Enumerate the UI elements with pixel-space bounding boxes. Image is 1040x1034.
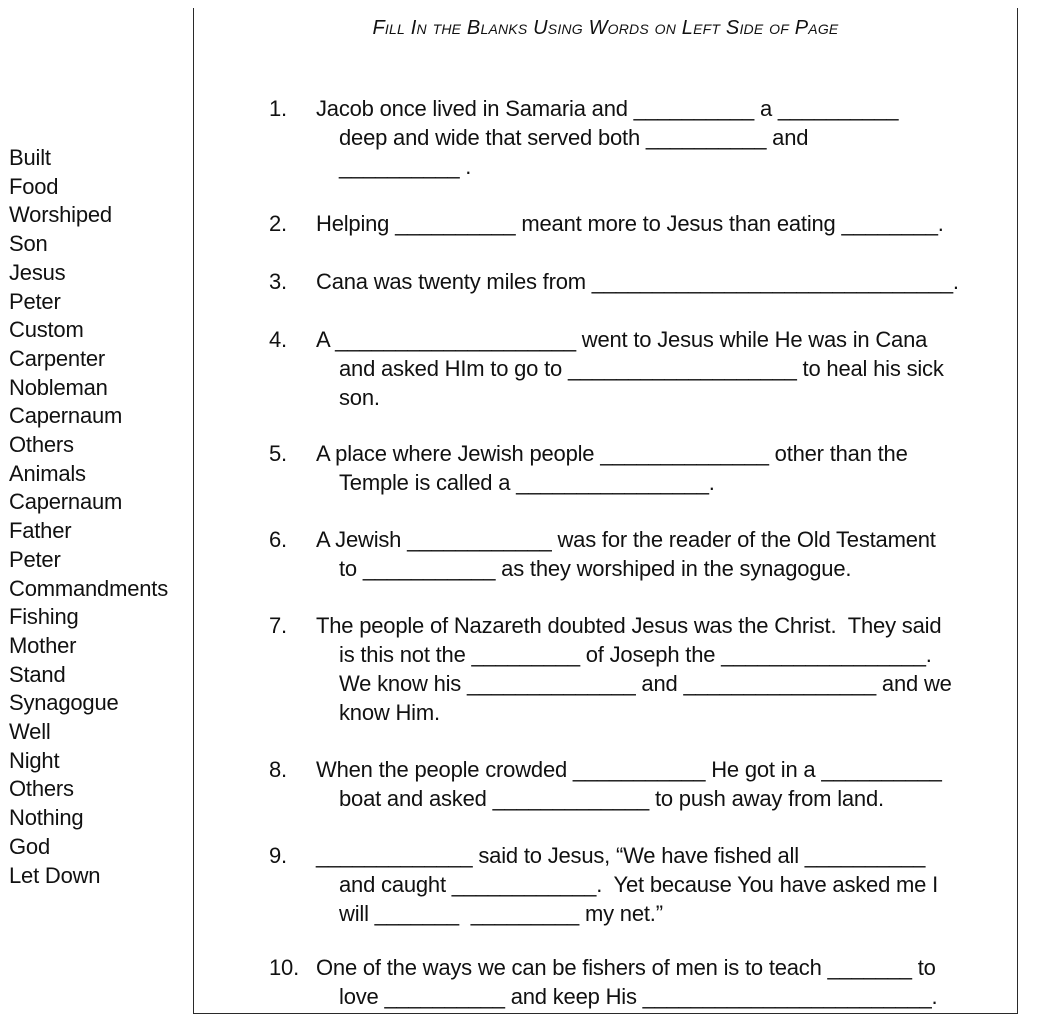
question-line: know Him. bbox=[339, 700, 440, 725]
word-bank-item: Others bbox=[9, 776, 74, 802]
word-bank-item: Jesus bbox=[9, 259, 66, 285]
question-number: 8. bbox=[269, 757, 287, 782]
worksheet-title: Fill In the Blanks Using Words on Left Side of Page bbox=[372, 17, 839, 39]
question-line: _____________ said to Jesus, “We have fished all __________ bbox=[316, 843, 926, 868]
word-bank bbox=[9, 144, 168, 890]
question-line: Cana was twenty miles from ______________________________. bbox=[316, 269, 959, 294]
word-bank-item: Peter bbox=[9, 288, 61, 314]
question-number: 2. bbox=[269, 211, 287, 236]
question-number: 1. bbox=[269, 96, 287, 121]
word-bank-item: Father bbox=[9, 518, 72, 544]
question-number: 7. bbox=[269, 613, 287, 638]
question-line: love __________ and keep His ________________________. bbox=[339, 984, 938, 1009]
question-line: son. bbox=[339, 385, 380, 410]
word-bank-item: Stand bbox=[9, 661, 66, 687]
word-bank-item: Peter bbox=[9, 546, 61, 572]
question-number: 5. bbox=[269, 441, 287, 466]
word-bank-item: Synagogue bbox=[9, 690, 119, 716]
word-bank-item: Capernaum bbox=[9, 489, 123, 515]
question-line: deep and wide that served both __________ and bbox=[339, 125, 809, 150]
question-line: __________ . bbox=[339, 154, 472, 179]
word-bank-item: Others bbox=[9, 432, 74, 458]
word-bank-item: Well bbox=[9, 719, 51, 745]
word-bank-item: Nothing bbox=[9, 805, 84, 831]
word-bank-item: Night bbox=[9, 747, 60, 773]
question-line: will _______ _________ my net.” bbox=[339, 901, 663, 926]
question-line: Temple is called a ________________. bbox=[339, 470, 715, 495]
word-bank-item: Food bbox=[9, 173, 59, 199]
question-number: 10. bbox=[269, 955, 299, 980]
question-line: to ___________ as they worshiped in the synagogue. bbox=[339, 556, 852, 581]
worksheet-box bbox=[193, 8, 1018, 1014]
question-9 bbox=[269, 841, 1014, 928]
word-bank-item: Mother bbox=[9, 632, 77, 658]
word-bank-item: Fishing bbox=[9, 604, 79, 630]
word-bank-item: Built bbox=[9, 145, 51, 170]
question-8 bbox=[269, 755, 1014, 813]
word-bank-item: Animals bbox=[9, 460, 86, 486]
question-6 bbox=[269, 525, 1014, 583]
question-1 bbox=[269, 94, 1014, 181]
word-bank-item: Commandments bbox=[9, 575, 168, 601]
question-line: A place where Jewish people ______________ other than the bbox=[316, 441, 908, 466]
question-4 bbox=[269, 325, 1014, 412]
question-number: 4. bbox=[269, 327, 287, 352]
question-line: A Jewish ____________ was for the reader of the Old Testament bbox=[316, 527, 936, 552]
question-number: 3. bbox=[269, 269, 287, 294]
question-line: and asked HIm to go to ___________________ to heal his sick bbox=[339, 356, 944, 381]
question-line: The people of Nazareth doubted Jesus was the Christ. They said bbox=[316, 613, 942, 638]
question-line: One of the ways we can be fishers of men is to teach _______ to bbox=[316, 955, 936, 980]
word-bank-item: Carpenter bbox=[9, 345, 106, 371]
question-line: We know his ______________ and ________________ and we bbox=[339, 671, 952, 696]
question-10 bbox=[269, 953, 1014, 1011]
word-bank-item: Nobleman bbox=[9, 374, 108, 400]
word-bank-item: God bbox=[9, 833, 50, 859]
word-bank-item: Custom bbox=[9, 317, 84, 343]
question-line: is this not the _________ of Joseph the _________________. bbox=[339, 642, 932, 667]
word-bank-item: Worshiped bbox=[9, 202, 112, 228]
question-line: boat and asked _____________ to push away from land. bbox=[339, 786, 884, 811]
question-line: When the people crowded ___________ He got in a __________ bbox=[316, 757, 942, 782]
question-2 bbox=[269, 209, 1014, 238]
question-7 bbox=[269, 611, 1014, 727]
question-number: 6. bbox=[269, 527, 287, 552]
question-line: A ____________________ went to Jesus while He was in Cana bbox=[316, 327, 928, 352]
question-3 bbox=[269, 267, 1014, 296]
question-line: Helping __________ meant more to Jesus than eating ________. bbox=[316, 211, 944, 236]
word-bank-item: Let Down bbox=[9, 862, 101, 888]
word-bank-item: Son bbox=[9, 231, 48, 257]
word-bank-item: Capernaum bbox=[9, 403, 123, 429]
question-line: Jacob once lived in Samaria and __________ a __________ bbox=[316, 96, 899, 121]
question-line: and caught ____________. Yet because You have asked me I bbox=[339, 872, 939, 897]
question-number: 9. bbox=[269, 843, 287, 868]
question-5 bbox=[269, 439, 1014, 497]
